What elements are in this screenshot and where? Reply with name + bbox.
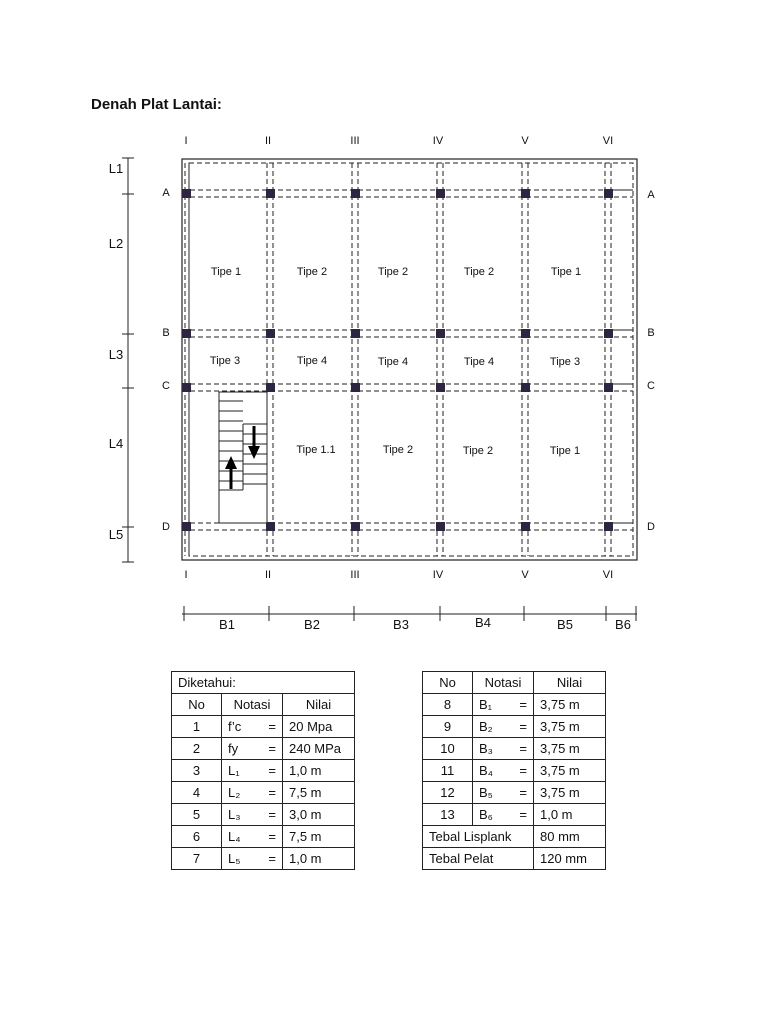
- row-label-right: C: [647, 380, 655, 392]
- table-row: 12 B₅ = 3,75 m: [423, 782, 606, 804]
- column-c-vi: [604, 383, 613, 392]
- col-label-top: IV: [432, 135, 444, 147]
- column-c-i: [182, 383, 191, 392]
- column-a-vi: [604, 189, 613, 198]
- table-header: No: [172, 694, 222, 716]
- column-a-iii: [351, 189, 360, 198]
- panel-label: Tipe 3: [549, 356, 581, 368]
- col-label-bottom: VI: [602, 569, 614, 581]
- column-c-iii: [351, 383, 360, 392]
- panel-label: Tipe 4: [463, 356, 495, 368]
- col-label-top: I: [184, 135, 188, 147]
- column-d-iii: [351, 522, 360, 531]
- table-row: Tebal Pelat 120 mm: [423, 848, 606, 870]
- panel-label: Tipe 2: [296, 266, 328, 278]
- page-title: Denah Plat Lantai:: [91, 96, 222, 113]
- column-d-vi: [604, 522, 613, 531]
- column-c-iv: [436, 383, 445, 392]
- panel-label: Tipe 1: [550, 266, 582, 278]
- column-b-v: [521, 329, 530, 338]
- dim-label-l1: L1: [108, 161, 124, 176]
- col-label-top: V: [521, 135, 529, 147]
- table-row: 5 L₃ = 3,0 m: [172, 804, 355, 826]
- panel-label: Tipe 4: [377, 356, 409, 368]
- panel-label: Tipe 1: [549, 445, 581, 457]
- dim-label-b3: B3: [393, 617, 409, 632]
- edge-stubs: [613, 190, 630, 523]
- dim-label-b4: B4: [475, 615, 491, 630]
- column-d-v: [521, 522, 530, 531]
- row-label-left: B: [162, 327, 170, 339]
- column-c-ii: [266, 383, 275, 392]
- staircase: [219, 392, 267, 523]
- col-label-bottom: I: [184, 569, 188, 581]
- given-data-table-right: [422, 671, 606, 870]
- panel-label: Tipe 1.1: [296, 444, 336, 456]
- table-header: Nilai: [534, 672, 606, 694]
- row-label-right: D: [647, 521, 655, 533]
- dim-label-b6: B6: [615, 617, 631, 632]
- left-dimension: [122, 158, 134, 562]
- col-label-bottom: IV: [432, 569, 444, 581]
- column-d-iv: [436, 522, 445, 531]
- table-row: 2 fy = 240 MPa: [172, 738, 355, 760]
- dim-label-l2: L2: [108, 236, 124, 251]
- table-row: 9 B₂ = 3,75 m: [423, 716, 606, 738]
- panel-label: Tipe 2: [377, 266, 409, 278]
- col-label-bottom: II: [264, 569, 272, 581]
- col-label-bottom: III: [350, 569, 360, 581]
- table-row: Tebal Lisplank 80 mm: [423, 826, 606, 848]
- table-header: No: [423, 672, 473, 694]
- col-label-bottom: V: [521, 569, 529, 581]
- table-row: 6 L₄ = 7,5 m: [172, 826, 355, 848]
- table-header: Notasi: [473, 672, 534, 694]
- row-label-left: A: [162, 187, 170, 199]
- panel-label: Tipe 4: [296, 355, 328, 367]
- table-header: Nilai: [283, 694, 355, 716]
- column-c-v: [521, 383, 530, 392]
- row-label-right: A: [647, 189, 655, 201]
- table-row: 11 B₄ = 3,75 m: [423, 760, 606, 782]
- column-a-ii: [266, 189, 275, 198]
- panel-label: Tipe 1: [210, 266, 242, 278]
- dim-label-l4: L4: [108, 436, 124, 451]
- table-row: 7 L₅ = 1,0 m: [172, 848, 355, 870]
- table-row: 4 L₂ = 7,5 m: [172, 782, 355, 804]
- row-label-left: C: [162, 380, 170, 392]
- col-label-top: VI: [602, 135, 614, 147]
- panel-label: Tipe 2: [382, 444, 414, 456]
- table-header: Notasi: [222, 694, 283, 716]
- panel-label: Tipe 3: [209, 355, 241, 367]
- column-a-iv: [436, 189, 445, 198]
- column-b-i: [182, 329, 191, 338]
- table-row: 13 B₆ = 1,0 m: [423, 804, 606, 826]
- panel-label: Tipe 2: [462, 445, 494, 457]
- given-data-table-left: [171, 671, 355, 870]
- table-row: 10 B₃ = 3,75 m: [423, 738, 606, 760]
- dim-label-b2: B2: [304, 617, 320, 632]
- table-row: 8 B₁ = 3,75 m: [423, 694, 606, 716]
- table-caption: Diketahui:: [172, 672, 355, 694]
- column-b-ii: [266, 329, 275, 338]
- table-row: 3 L₁ = 1,0 m: [172, 760, 355, 782]
- dim-label-l3: L3: [108, 347, 124, 362]
- row-label-left: D: [162, 521, 170, 533]
- dim-label-b1: B1: [219, 617, 235, 632]
- column-a-v: [521, 189, 530, 198]
- row-label-right: B: [647, 327, 655, 339]
- column-b-iii: [351, 329, 360, 338]
- column-b-vi: [604, 329, 613, 338]
- column-a-i: [182, 189, 191, 198]
- column-b-iv: [436, 329, 445, 338]
- table-row: 1 f’c = 20 Mpa: [172, 716, 355, 738]
- col-label-top: II: [264, 135, 272, 147]
- dim-label-l5: L5: [108, 527, 124, 542]
- panel-label: Tipe 2: [463, 266, 495, 278]
- column-d-i: [182, 522, 191, 531]
- col-label-top: III: [350, 135, 360, 147]
- dim-label-b5: B5: [557, 617, 573, 632]
